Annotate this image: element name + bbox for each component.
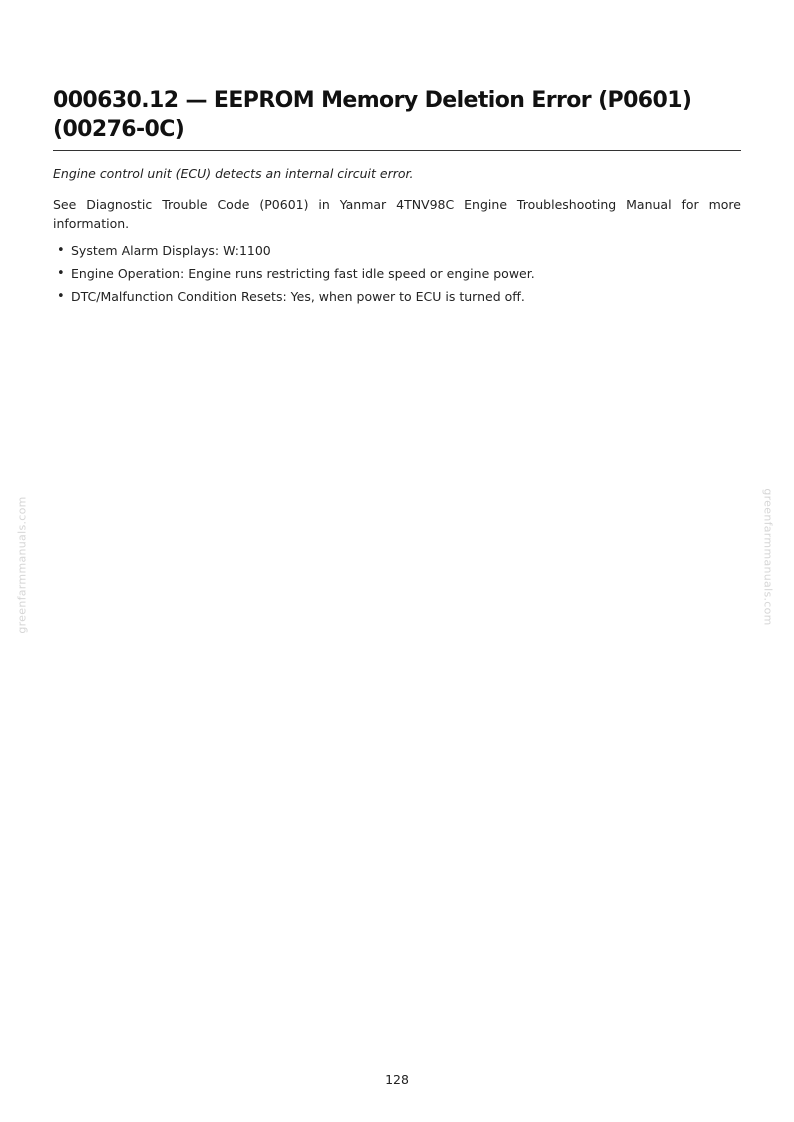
list-item-text: DTC/Malfunction Condition Resets: Yes, when power to ECU is turned off.	[71, 289, 525, 304]
bullet-icon: •	[57, 243, 65, 258]
list-item	[53, 262, 741, 285]
list-item-text: Engine Operation: Engine runs restricting fast idle speed or engine power.	[71, 266, 535, 281]
title-line-2: (00276-0C)	[53, 117, 185, 142]
list-item-text: System Alarm Displays: W:1100	[71, 243, 271, 258]
page-title	[53, 86, 741, 151]
intro-text: Engine control unit (ECU) detects an internal circuit error.	[53, 166, 414, 181]
watermark-right: greenfarmmanuals.com	[761, 488, 775, 626]
watermark-left: greenfarmmanuals.com	[15, 496, 29, 634]
document-page	[53, 86, 741, 308]
reference-paragraph: See Diagnostic Trouble Code (P0601) in Yanmar 4TNV98C Engine Troubleshooting Manual for more information.	[53, 197, 741, 231]
bullet-icon: •	[57, 289, 65, 304]
page-number: 128	[385, 1072, 409, 1087]
title-line-1: 000630.12 — EEPROM Memory Deletion Error (P0601)	[53, 88, 692, 113]
bullet-icon: •	[57, 266, 65, 281]
condition-list	[53, 239, 741, 308]
list-item	[53, 239, 741, 262]
list-item	[53, 285, 741, 308]
